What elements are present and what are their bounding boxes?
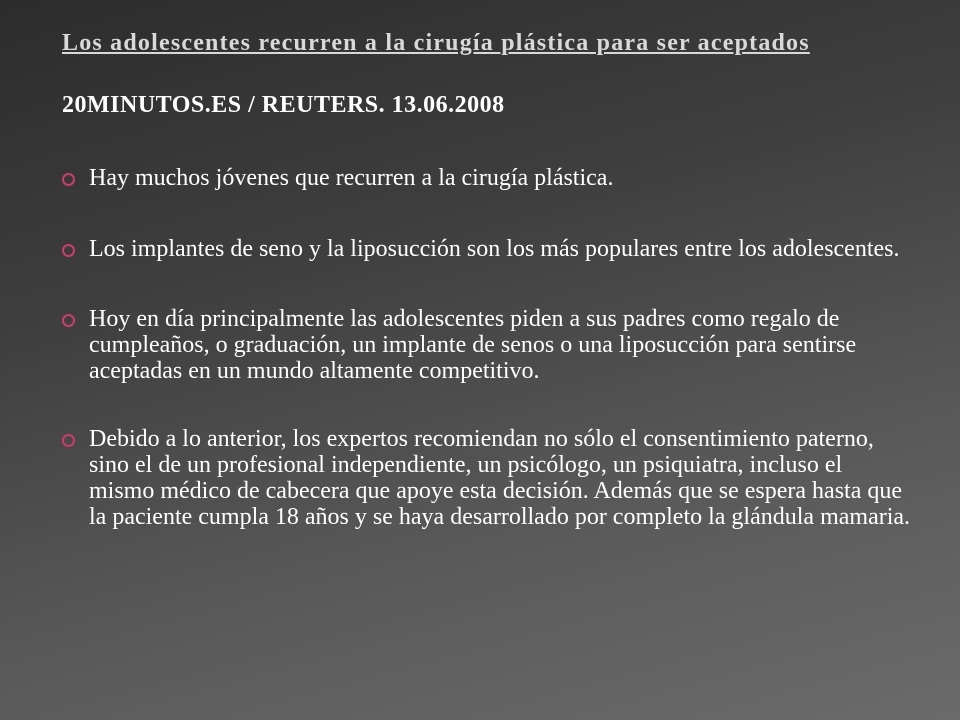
ring-bullet-icon [62,244,75,257]
ring-bullet-icon [62,314,75,327]
bullet-item [62,236,912,262]
bullet-item [62,165,912,191]
bullet-text: Los implantes de seno y la liposucción son los más populares entre los adolescentes. [89,236,900,262]
ring-bullet-icon [62,434,75,447]
bullet-text: Hoy en día principalmente las adolescentes piden a sus padres como regalo de cumpleaños, o graduación, un implante de senos o una liposucción para sentirse aceptadas en un mundo altamente competitivo. [89,306,857,384]
bullet-text: Hay muchos jóvenes que recurren a la cirugía plástica. [89,165,614,191]
source-line: 20MINUTOS.ES / REUTERS. 13.06.2008 [62,92,505,118]
bullet-item [62,426,912,530]
bullet-item [62,306,912,384]
bullet-list [62,165,912,530]
slide-title: Los adolescentes recurren a la cirugía plástica para ser aceptados [62,30,810,56]
bullet-text: Debido a lo anterior, los expertos recomiendan no sólo el consentimiento paterno, sino el de un profesional independiente, un psicólogo, un psiquiatra, incluso el mismo médico de cabecera que apoye esta decisión. Además que se espera hasta que la paciente cumpla 18 años y se haya desarrollado por completo la glándula mamaria. [89,426,911,530]
ring-bullet-icon [62,173,75,186]
